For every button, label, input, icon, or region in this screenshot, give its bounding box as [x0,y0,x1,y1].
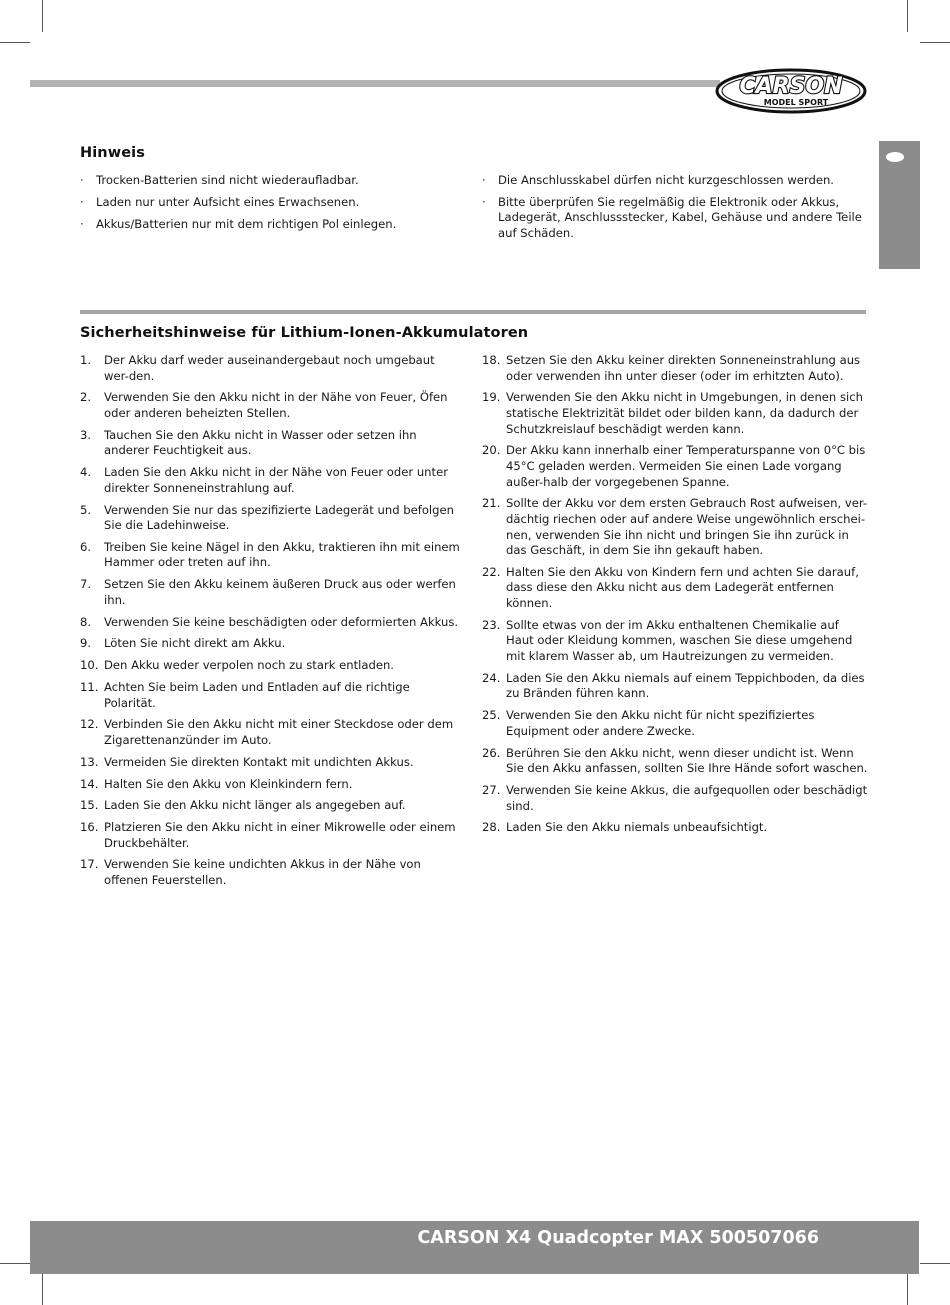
safety-item [482,820,868,836]
safety-item-text: Löten Sie nicht direkt am Akku. [104,636,286,651]
safety-item-text: Der Akku kann innerhalb einer Temperaturspanne von 0°C bis 45°C geladen werden. Vermeiden Sie einen Lade vorgang außer-halb der vorgegebenen Spanne. [506,443,866,489]
safety-item [80,857,462,888]
safety-item-text: Setzen Sie den Akku keiner direkten Sonneneinstrahlung aus oder verwenden ihn unter dieser (oder im erhitzten Auto). [506,353,861,383]
safety-item-text: Verwenden Sie keine Akkus, die aufgequollen oder beschädigt sind. [506,782,868,813]
safety-item-text: Verwenden Sie den Akku nicht in Umgebungen, in denen sich statische Elektrizität bildet oder bilden kann, da dadurch der Schutzkreislauf beschädigt werden kann. [506,390,863,436]
hinweis-item: · Trocken-Batterien sind nicht wiederaufladbar. [80,173,470,189]
safety-item [482,353,868,384]
safety-list-left [80,353,462,895]
safety-item-number: 15. [80,798,99,813]
safety-item [482,671,868,702]
safety-item [80,353,462,384]
safety-item [482,496,868,558]
safety-item-text: Sollte etwas von der im Akku enthaltenen Chemikalie auf Haut oder Kleidung kommen, waschen Sie diese umgehend mit klarem Wasser ab, um Hautreizungen zu vermeiden. [506,617,853,664]
safety-item [80,680,462,711]
safety-item-number: 4. [80,465,92,480]
safety-item-number: 21. [482,496,501,511]
safety-item-text: Verbinden Sie den Akku nicht mit einer Steckdose oder dem Zigarettenanzünder im Auto. [104,717,454,747]
hinweis-title: Hinweis [80,145,145,161]
carson-logo [714,68,868,114]
safety-item-number: 2. [80,390,92,405]
safety-item-number: 22. [482,564,501,579]
safety-item [80,717,462,748]
safety-item [80,658,462,674]
safety-item-text: Laden Sie den Akku nicht in der Nähe von Feuer oder unter direkter Sonneneinstrahlung auf. [104,465,448,495]
safety-item-text: Achten Sie beim Laden und Entladen auf die richtige Polarität. [104,679,410,710]
safety-list-right [482,353,868,842]
safety-item-text: Verwenden Sie keine undichten Akkus in der Nähe von offenen Feuerstellen. [104,857,421,888]
safety-item-text: Laden Sie den Akku niemals auf einem Teppichboden, da dies zu Bränden führen kann. [506,670,865,701]
safety-item-number: 18. [482,353,501,367]
safety-item [482,746,868,777]
safety-item-number: 19. [482,390,501,405]
safety-item [80,755,462,771]
safety-item-number: 27. [482,782,501,797]
safety-item [80,390,462,421]
safety-item-number: 1. [80,353,92,367]
safety-item-text: Berühren Sie den Akku nicht, wenn dieser undicht ist. Wenn Sie den Akku anfassen, sollten Sie Ihre Hände sofort waschen. [506,745,868,776]
header-bar [30,80,720,87]
safety-item-number: 6. [80,539,92,554]
safety-item-text: Vermeiden Sie direkten Kontakt mit undichten Akkus. [104,754,414,769]
safety-item-number: 12. [80,717,99,732]
safety-item-number: 26. [482,745,501,760]
crop-mark [920,1263,950,1264]
safety-item [80,798,462,814]
hinweis-list-left [80,173,470,238]
safety-item-number: 9. [80,636,92,651]
safety-item-number: 17. [80,857,99,872]
safety-item-number: 11. [80,679,99,694]
safety-item-text: Laden Sie den Akku nicht länger als angegeben auf. [104,798,406,813]
safety-title: Sicherheitshinweise für Lithium-Ionen-Akkumulatoren [80,325,529,341]
safety-item-text: Halten Sie den Akku von Kindern fern und achten Sie darauf, dass diese den Akku nicht aus dem Ladegerät entfernen können. [506,564,859,611]
crop-mark [42,0,43,32]
safety-item-number: 8. [80,614,92,629]
safety-item-text: Setzen Sie den Akku keinem äußeren Druck aus oder werfen ihn. [104,577,456,607]
footer-bar [30,1221,919,1274]
safety-item-number: 13. [80,754,99,769]
hinweis-item: · Laden nur unter Aufsicht eines Erwachsenen. [80,195,470,211]
hinweis-list-right [482,173,866,248]
safety-item [80,577,462,608]
section-divider [80,310,866,314]
safety-item [80,636,462,652]
crop-mark [920,42,950,43]
logo-tagline: MODEL SPORT [763,98,829,107]
safety-item-text: Tauchen Sie den Akku nicht in Wasser oder setzen ihn anderer Feuchtigkeit aus. [104,427,417,458]
hinweis-item: · Die Anschlusskabel dürfen nicht kurzgeschlossen werden. [482,173,866,189]
safety-item [80,428,462,459]
crop-mark [907,0,908,32]
safety-item [482,618,868,665]
crop-mark [907,1273,908,1305]
safety-item-text: Verwenden Sie keine beschädigten oder deformierten Akkus. [104,614,459,629]
safety-item-number: 5. [80,502,92,517]
safety-item-text: Den Akku weder verpolen noch zu stark entladen. [104,658,394,673]
safety-item-text: Verwenden Sie den Akku nicht in der Nähe von Feuer, Öfen oder anderen beheizten Stellen. [104,390,448,420]
safety-item [80,503,462,534]
safety-item [80,615,462,631]
language-tab [879,141,920,269]
crop-mark [0,1263,30,1264]
safety-item-text: Der Akku darf weder auseinandergebaut noch umgebaut wer-den. [104,353,435,383]
safety-item-text: Verwenden Sie nur das spezifizierte Ladegerät und befolgen Sie die Ladehinweise. [104,502,454,533]
safety-item-text: Halten Sie den Akku von Kleinkindern fern. [104,776,353,791]
safety-item-text: Treiben Sie keine Nägel in den Akku, traktieren ihn mit einem Hammer oder treten auf ihn. [104,539,460,570]
safety-item [482,708,868,739]
safety-item-number: 14. [80,776,99,791]
language-marker-icon [886,152,904,162]
safety-item [80,540,462,571]
safety-item-number: 28. [482,820,501,835]
safety-item [482,783,868,814]
safety-item-number: 25. [482,708,501,723]
safety-item [482,443,868,490]
safety-item-text: Laden Sie den Akku niemals unbeaufsichtigt. [506,820,768,835]
footer-product-title: CARSON X4 Quadcopter MAX 500507066 [417,1228,819,1248]
crop-mark [42,1273,43,1305]
safety-item [80,465,462,496]
safety-item-text: Verwenden Sie den Akku nicht für nicht spezifiziertes Equipment oder andere Zwecke. [506,708,815,738]
safety-item-number: 7. [80,577,92,592]
safety-item [482,565,868,612]
logo-wordmark: CARSON [739,74,843,99]
safety-item-number: 20. [482,443,501,458]
safety-item-text: Platzieren Sie den Akku nicht in einer Mikrowelle oder einem Druckbehälter. [104,820,456,850]
safety-item [482,390,868,437]
safety-item-number: 24. [482,670,501,685]
crop-mark [0,42,30,43]
safety-item-number: 10. [80,658,99,673]
safety-item-number: 3. [80,427,92,442]
safety-item-text: Sollte der Akku vor dem ersten Gebrauch Rost aufweisen, ver-dächtig riechen oder auf andere Weise ungewöhnlich erschei-nen, verwenden Sie ihn nicht und bringen Sie ihn zurück in das Geschäft, in dem Sie ihn gekauft haben. [506,496,868,558]
safety-item-number: 23. [482,617,501,632]
hinweis-item: · Akkus/Batterien nur mit dem richtigen Pol einlegen. [80,217,470,233]
hinweis-item: · Bitte überprüfen Sie regelmäßig die Elektronik oder Akkus, Ladegerät, Anschlussstecker, Kabel, Gehäuse und andere Teile auf Schäden. [482,195,866,242]
safety-item-number: 16. [80,820,99,835]
safety-item [80,777,462,793]
safety-item [80,820,462,851]
